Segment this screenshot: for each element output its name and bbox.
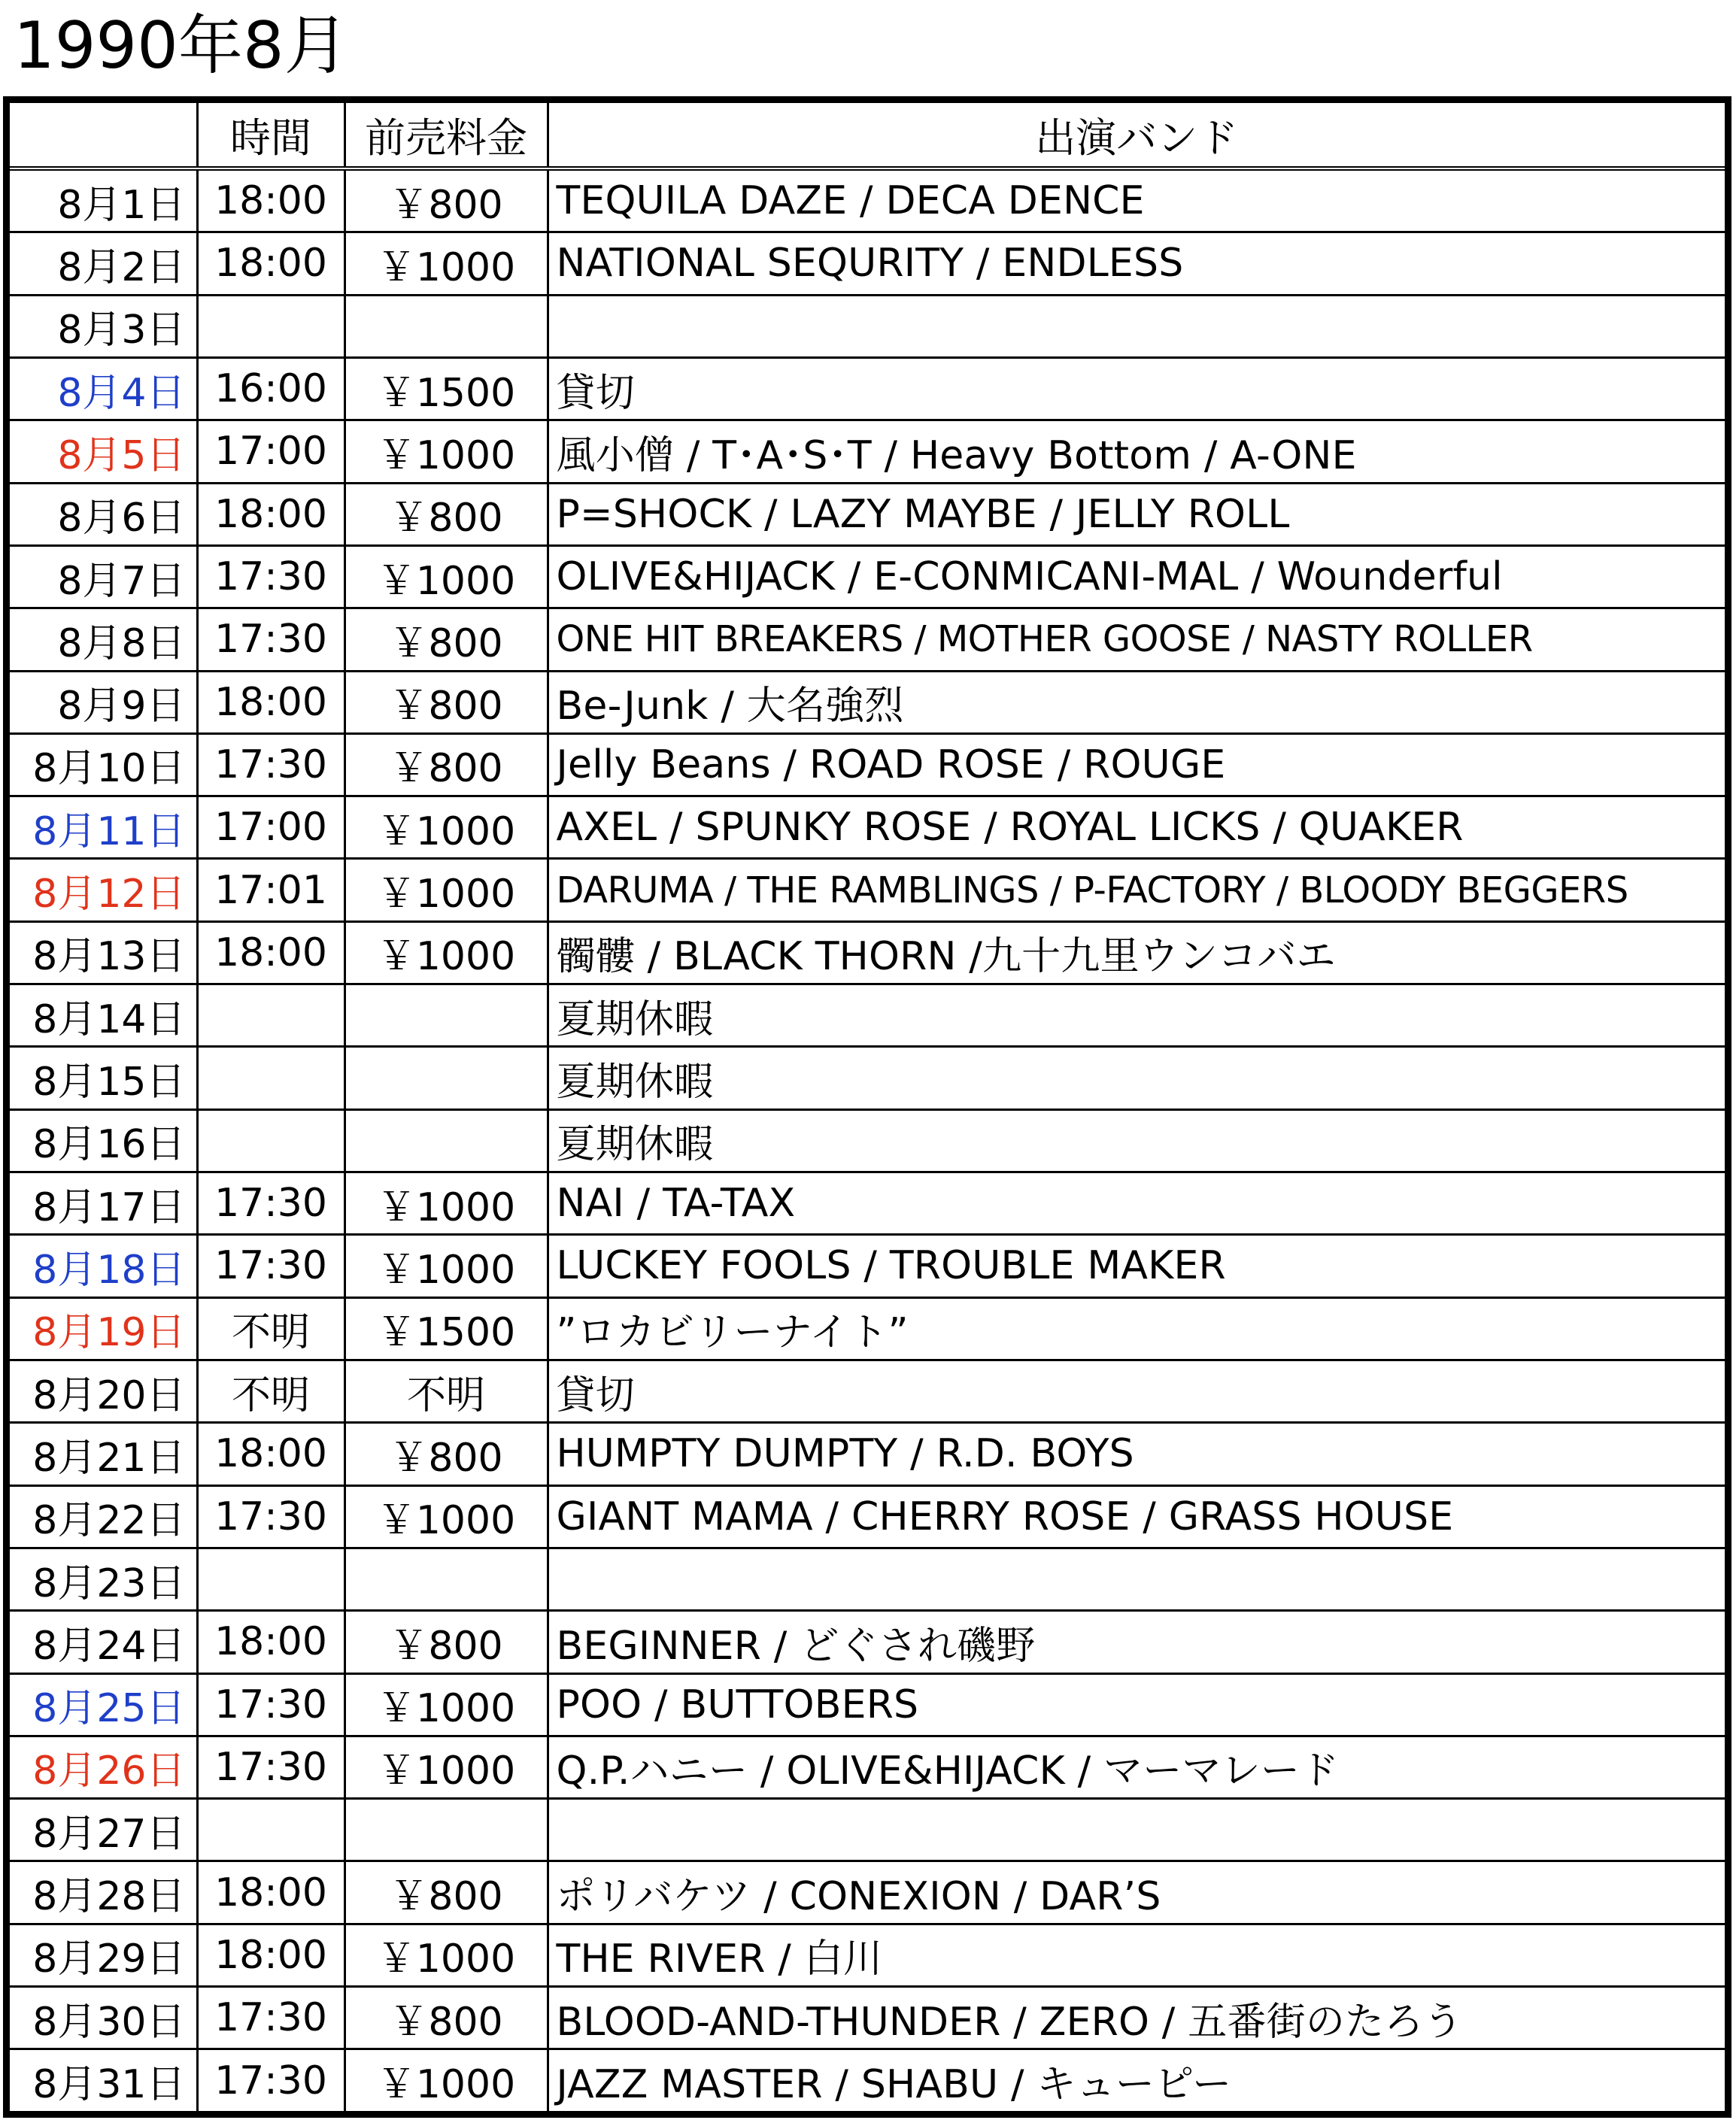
table-row bbox=[10, 232, 1725, 295]
schedule-table bbox=[10, 103, 1725, 2111]
date-cell: 8月25日 bbox=[10, 1673, 197, 1736]
price-cell: 不明 bbox=[344, 1360, 548, 1422]
date-cell: 8月20日 bbox=[10, 1360, 197, 1422]
price-cell: ￥1000 bbox=[344, 545, 548, 608]
page-title: 1990年8月 bbox=[14, 8, 349, 83]
date-cell: 8月24日 bbox=[10, 1611, 197, 1673]
table-row bbox=[10, 1235, 1725, 1297]
price-cell: ￥800 bbox=[344, 1987, 548, 2049]
price-cell: ￥1000 bbox=[344, 1924, 548, 1986]
table-row bbox=[10, 483, 1725, 545]
time-cell: 17:30 bbox=[197, 1987, 344, 2049]
bands-cell: NAI / TA-TAX bbox=[548, 1172, 1725, 1235]
price-cell: ￥800 bbox=[344, 733, 548, 796]
bands-cell: THE RIVER / 白川 bbox=[548, 1924, 1725, 1986]
time-cell bbox=[197, 1799, 344, 1861]
bands-cell bbox=[548, 1548, 1725, 1610]
table-row bbox=[10, 1172, 1725, 1235]
table-row bbox=[10, 1799, 1725, 1861]
date-cell: 8月2日 bbox=[10, 232, 197, 295]
date-cell: 8月3日 bbox=[10, 295, 197, 357]
price-cell: ￥1000 bbox=[344, 1485, 548, 1548]
table-row bbox=[10, 1611, 1725, 1673]
table-row bbox=[10, 984, 1725, 1047]
date-cell: 8月14日 bbox=[10, 984, 197, 1047]
date-cell: 8月12日 bbox=[10, 859, 197, 921]
price-cell: ￥1000 bbox=[344, 232, 548, 295]
time-cell: 18:00 bbox=[197, 1423, 344, 1485]
time-cell bbox=[197, 1109, 344, 1172]
time-cell: 17:00 bbox=[197, 420, 344, 483]
table-row bbox=[10, 733, 1725, 796]
bands-cell: Be-Junk / 大名強烈 bbox=[548, 671, 1725, 733]
price-cell bbox=[344, 1799, 548, 1861]
table-row bbox=[10, 168, 1725, 232]
date-cell: 8月1日 bbox=[10, 168, 197, 232]
time-cell: 17:30 bbox=[197, 1172, 344, 1235]
price-cell: ￥1000 bbox=[344, 1235, 548, 1297]
date-cell: 8月28日 bbox=[10, 1861, 197, 1924]
bands-cell: ポリバケツ / CONEXION / DAR’S bbox=[548, 1861, 1725, 1924]
table-row bbox=[10, 1109, 1725, 1172]
table-row bbox=[10, 608, 1725, 671]
header-time: 時間 bbox=[197, 103, 344, 168]
header-price: 前売料金 bbox=[344, 103, 548, 168]
bands-cell: AXEL / SPUNKY ROSE / ROYAL LICKS / QUAKER bbox=[548, 796, 1725, 859]
date-cell: 8月22日 bbox=[10, 1485, 197, 1548]
table-row bbox=[10, 1360, 1725, 1422]
date-cell: 8月30日 bbox=[10, 1987, 197, 2049]
bands-cell: 風小僧 / T･A･S･T / Heavy Bottom / A-ONE bbox=[548, 420, 1725, 483]
date-cell: 8月27日 bbox=[10, 1799, 197, 1861]
table-row bbox=[10, 671, 1725, 733]
time-cell: 18:00 bbox=[197, 1861, 344, 1924]
date-cell: 8月5日 bbox=[10, 420, 197, 483]
time-cell: 17:00 bbox=[197, 796, 344, 859]
bands-cell: 貸切 bbox=[548, 1360, 1725, 1422]
bands-cell bbox=[548, 295, 1725, 357]
price-cell: ￥1000 bbox=[344, 1172, 548, 1235]
date-cell: 8月8日 bbox=[10, 608, 197, 671]
date-cell: 8月23日 bbox=[10, 1548, 197, 1610]
bands-cell: 夏期休暇 bbox=[548, 984, 1725, 1047]
bands-cell: P=SHOCK / LAZY MAYBE / JELLY ROLL bbox=[548, 483, 1725, 545]
bands-cell: ”ロカビリーナイト” bbox=[548, 1297, 1725, 1360]
table-row bbox=[10, 2049, 1725, 2111]
date-cell: 8月4日 bbox=[10, 357, 197, 420]
time-cell bbox=[197, 1548, 344, 1610]
time-cell bbox=[197, 295, 344, 357]
table-row bbox=[10, 1673, 1725, 1736]
price-cell: ￥800 bbox=[344, 671, 548, 733]
bands-cell: OLIVE&HIJACK / E-CONMICANI-MAL / Wounderful bbox=[548, 545, 1725, 608]
bands-cell: NATIONAL SEQURITY / ENDLESS bbox=[548, 232, 1725, 295]
bands-cell: DARUMA / THE RAMBLINGS / P-FACTORY / BLOODY BEGGERS bbox=[548, 859, 1725, 921]
bands-cell: HUMPTY DUMPTY / R.D. BOYS bbox=[548, 1423, 1725, 1485]
header-bands: 出演バンド bbox=[548, 103, 1725, 168]
price-cell: ￥800 bbox=[344, 483, 548, 545]
bands-cell: GIANT MAMA / CHERRY ROSE / GRASS HOUSE bbox=[548, 1485, 1725, 1548]
bands-cell: JAZZ MASTER / SHABU / キューピー bbox=[548, 2049, 1725, 2111]
price-cell: ￥800 bbox=[344, 608, 548, 671]
date-cell: 8月26日 bbox=[10, 1736, 197, 1798]
header-row bbox=[10, 103, 1725, 168]
table-row bbox=[10, 295, 1725, 357]
bands-cell: ONE HIT BREAKERS / MOTHER GOOSE / NASTY ROLLER bbox=[548, 608, 1725, 671]
price-cell: ￥1000 bbox=[344, 796, 548, 859]
table-row bbox=[10, 1548, 1725, 1610]
price-cell: ￥800 bbox=[344, 168, 548, 232]
time-cell: 18:00 bbox=[197, 921, 344, 984]
price-cell: ￥800 bbox=[344, 1861, 548, 1924]
time-cell: 18:00 bbox=[197, 168, 344, 232]
table-row bbox=[10, 1861, 1725, 1924]
table-row bbox=[10, 420, 1725, 483]
date-cell: 8月17日 bbox=[10, 1172, 197, 1235]
time-cell: 不明 bbox=[197, 1297, 344, 1360]
bands-cell: BEGINNER / どぐされ磯野 bbox=[548, 1611, 1725, 1673]
table-row bbox=[10, 796, 1725, 859]
time-cell: 17:30 bbox=[197, 733, 344, 796]
bands-cell: 髑髏 / BLACK THORN /九十九里ウンコバエ bbox=[548, 921, 1725, 984]
date-cell: 8月11日 bbox=[10, 796, 197, 859]
price-cell: ￥1000 bbox=[344, 921, 548, 984]
bands-cell bbox=[548, 1799, 1725, 1861]
date-cell: 8月18日 bbox=[10, 1235, 197, 1297]
price-cell bbox=[344, 984, 548, 1047]
time-cell: 17:30 bbox=[197, 1736, 344, 1798]
bands-cell: TEQUILA DAZE / DECA DENCE bbox=[548, 168, 1725, 232]
price-cell: ￥1000 bbox=[344, 1736, 548, 1798]
bands-cell: LUCKEY FOOLS / TROUBLE MAKER bbox=[548, 1235, 1725, 1297]
bands-cell: POO / BUTTOBERS bbox=[548, 1673, 1725, 1736]
time-cell: 17:30 bbox=[197, 1673, 344, 1736]
date-cell: 8月21日 bbox=[10, 1423, 197, 1485]
table-row bbox=[10, 1736, 1725, 1798]
bands-cell: 貸切 bbox=[548, 357, 1725, 420]
price-cell bbox=[344, 1047, 548, 1109]
time-cell: 18:00 bbox=[197, 671, 344, 733]
bands-cell: Q.P.ハニー / OLIVE&HIJACK / マーマレード bbox=[548, 1736, 1725, 1798]
schedule-rows bbox=[10, 168, 1725, 2111]
table-row bbox=[10, 859, 1725, 921]
price-cell bbox=[344, 1109, 548, 1172]
table-row bbox=[10, 1987, 1725, 2049]
table-row bbox=[10, 1924, 1725, 1986]
date-cell: 8月15日 bbox=[10, 1047, 197, 1109]
date-cell: 8月10日 bbox=[10, 733, 197, 796]
time-cell: 18:00 bbox=[197, 1611, 344, 1673]
table-row bbox=[10, 1423, 1725, 1485]
time-cell: 18:00 bbox=[197, 1924, 344, 1986]
time-cell: 17:30 bbox=[197, 1235, 344, 1297]
table-row bbox=[10, 357, 1725, 420]
time-cell bbox=[197, 1047, 344, 1109]
bands-cell: BLOOD-AND-THUNDER / ZERO / 五番街のたろう bbox=[548, 1987, 1725, 2049]
price-cell: ￥800 bbox=[344, 1423, 548, 1485]
price-cell: ￥1000 bbox=[344, 1673, 548, 1736]
bands-cell: 夏期休暇 bbox=[548, 1047, 1725, 1109]
date-cell: 8月16日 bbox=[10, 1109, 197, 1172]
table-row bbox=[10, 1047, 1725, 1109]
date-cell: 8月29日 bbox=[10, 1924, 197, 1986]
date-cell: 8月13日 bbox=[10, 921, 197, 984]
price-cell: ￥1000 bbox=[344, 2049, 548, 2111]
time-cell: 18:00 bbox=[197, 483, 344, 545]
price-cell: ￥1000 bbox=[344, 420, 548, 483]
date-cell: 8月9日 bbox=[10, 671, 197, 733]
bands-cell: 夏期休暇 bbox=[548, 1109, 1725, 1172]
price-cell bbox=[344, 295, 548, 357]
price-cell: ￥1000 bbox=[344, 859, 548, 921]
header-date bbox=[10, 103, 197, 168]
date-cell: 8月6日 bbox=[10, 483, 197, 545]
date-cell: 8月7日 bbox=[10, 545, 197, 608]
time-cell: 17:30 bbox=[197, 2049, 344, 2111]
time-cell: 17:01 bbox=[197, 859, 344, 921]
date-cell: 8月31日 bbox=[10, 2049, 197, 2111]
table-row bbox=[10, 1485, 1725, 1548]
price-cell: ￥1500 bbox=[344, 1297, 548, 1360]
date-cell: 8月19日 bbox=[10, 1297, 197, 1360]
price-cell: ￥800 bbox=[344, 1611, 548, 1673]
time-cell: 16:00 bbox=[197, 357, 344, 420]
time-cell: 17:30 bbox=[197, 608, 344, 671]
time-cell: 18:00 bbox=[197, 232, 344, 295]
price-cell bbox=[344, 1548, 548, 1610]
table-row bbox=[10, 921, 1725, 984]
time-cell: 17:30 bbox=[197, 545, 344, 608]
table-row bbox=[10, 545, 1725, 608]
time-cell: 不明 bbox=[197, 1360, 344, 1422]
price-cell: ￥1500 bbox=[344, 357, 548, 420]
table-row bbox=[10, 1297, 1725, 1360]
bands-cell: Jelly Beans / ROAD ROSE / ROUGE bbox=[548, 733, 1725, 796]
time-cell bbox=[197, 984, 344, 1047]
time-cell: 17:30 bbox=[197, 1485, 344, 1548]
